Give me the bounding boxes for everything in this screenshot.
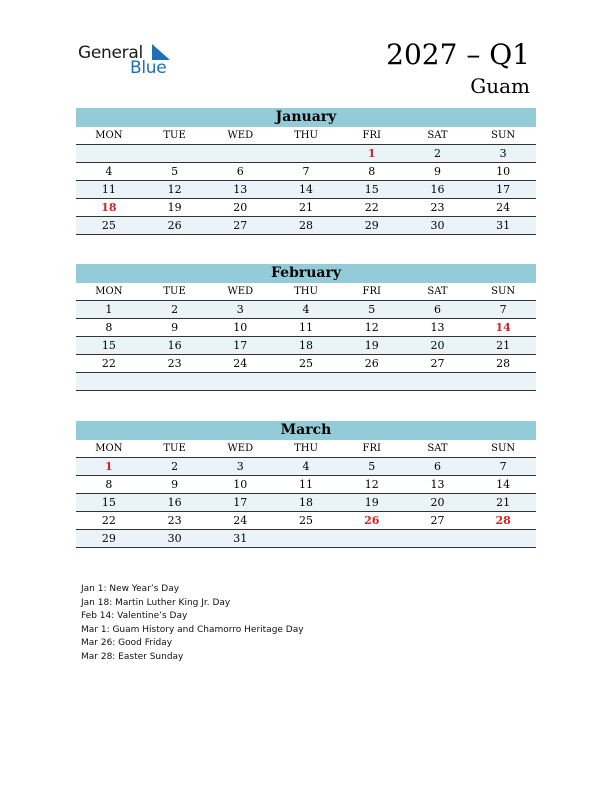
week-row — [76, 319, 536, 337]
date-cell: 25 — [299, 357, 314, 370]
week-row — [76, 217, 536, 235]
weekday-label: WED — [227, 130, 254, 141]
date-cell: 12 — [364, 478, 379, 491]
weekday-label: SUN — [491, 443, 516, 454]
date-cell: 15 — [101, 339, 116, 352]
date-cell: 7 — [499, 303, 507, 316]
holiday-note: Mar 1: Guam History and Chamorro Heritage Day — [81, 624, 304, 635]
date-cell: 9 — [171, 321, 179, 334]
holiday-notes — [81, 583, 304, 665]
week-row — [76, 476, 536, 494]
weekday-label: THU — [294, 443, 318, 454]
holiday-note: Mar 28: Easter Sunday — [81, 651, 184, 662]
date-cell: 23 — [430, 201, 445, 214]
date-cell: 2 — [171, 303, 179, 316]
weekday-label: SUN — [491, 130, 516, 141]
date-cell — [405, 530, 471, 547]
date-cell: 8 — [368, 165, 376, 178]
date-cell: 30 — [430, 219, 445, 232]
date-cell — [339, 530, 405, 547]
date-cell: 15 — [364, 183, 379, 196]
date-cell: 29 — [101, 532, 116, 545]
date-cell: 13 — [430, 321, 445, 334]
weekday-label: MON — [95, 443, 123, 454]
date-cell: 24 — [233, 514, 248, 527]
date-cell: 17 — [233, 496, 248, 509]
date-cell: 18 — [299, 339, 314, 352]
logo-word-blue: Blue — [130, 58, 167, 78]
holiday-date-cell: 14 — [495, 321, 511, 334]
date-cell — [339, 373, 405, 390]
date-cell: 27 — [430, 514, 445, 527]
date-cell: 28 — [299, 219, 314, 232]
weekday-label: FRI — [362, 286, 381, 297]
weekday-header-row — [76, 127, 536, 145]
week-row — [76, 512, 536, 530]
weekday-label: FRI — [362, 443, 381, 454]
date-cell: 16 — [167, 496, 182, 509]
date-cell — [207, 145, 273, 162]
week-row — [76, 458, 536, 476]
date-cell — [405, 373, 471, 390]
date-cell: 12 — [167, 183, 182, 196]
date-cell: 3 — [499, 147, 507, 160]
weekday-label: WED — [227, 286, 254, 297]
date-cell: 19 — [364, 339, 379, 352]
date-cell: 28 — [496, 357, 511, 370]
date-cell: 6 — [236, 165, 244, 178]
weekday-label: THU — [294, 130, 318, 141]
holiday-note: Jan 18: Martin Luther King Jr. Day — [81, 597, 231, 608]
week-row — [76, 373, 536, 391]
date-cell: 6 — [433, 460, 441, 473]
date-cell: 31 — [496, 219, 511, 232]
date-cell: 22 — [101, 357, 116, 370]
week-row — [76, 301, 536, 319]
month-march — [76, 421, 536, 548]
date-cell: 4 — [302, 460, 310, 473]
date-cell: 7 — [302, 165, 310, 178]
weekday-label: SAT — [427, 286, 448, 297]
date-cell: 10 — [233, 321, 248, 334]
date-cell: 9 — [433, 165, 441, 178]
date-cell: 26 — [364, 357, 379, 370]
date-cell: 5 — [171, 165, 179, 178]
page-title: 2027 – Q1 — [386, 38, 530, 71]
date-cell: 3 — [236, 303, 244, 316]
date-cell: 24 — [496, 201, 511, 214]
weekday-label: MON — [95, 130, 123, 141]
date-cell — [273, 145, 339, 162]
month-january — [76, 108, 536, 235]
weekday-label: WED — [227, 443, 254, 454]
date-cell: 31 — [233, 532, 248, 545]
date-cell: 20 — [430, 496, 445, 509]
weekday-label: TUE — [163, 286, 186, 297]
date-cell: 27 — [233, 219, 248, 232]
logo-word-general: General — [78, 43, 143, 63]
week-row — [76, 494, 536, 512]
week-row — [76, 181, 536, 199]
date-cell: 11 — [299, 478, 314, 491]
month-header: March — [76, 421, 536, 440]
date-cell: 17 — [233, 339, 248, 352]
weekday-header-row — [76, 283, 536, 301]
date-cell — [142, 145, 208, 162]
holiday-date-cell: 1 — [367, 147, 376, 160]
date-cell: 5 — [368, 460, 376, 473]
date-cell: 26 — [167, 219, 182, 232]
date-cell: 11 — [299, 321, 314, 334]
date-cell: 4 — [302, 303, 310, 316]
date-cell: 12 — [364, 321, 379, 334]
date-cell — [273, 530, 339, 547]
date-cell — [76, 373, 142, 390]
country-name: Guam — [470, 74, 530, 98]
date-cell: 4 — [105, 165, 113, 178]
date-cell: 16 — [167, 339, 182, 352]
date-cell — [470, 530, 536, 547]
week-row — [76, 355, 536, 373]
date-cell: 29 — [364, 219, 379, 232]
date-cell: 5 — [368, 303, 376, 316]
date-cell: 21 — [496, 496, 511, 509]
date-cell: 21 — [496, 339, 511, 352]
date-cell: 25 — [101, 219, 116, 232]
date-cell: 10 — [496, 165, 511, 178]
date-cell: 13 — [233, 183, 248, 196]
month-header: January — [76, 108, 536, 127]
date-cell: 20 — [430, 339, 445, 352]
holiday-date-cell: 26 — [364, 514, 380, 527]
weekday-header-row — [76, 440, 536, 458]
date-cell: 14 — [299, 183, 314, 196]
date-cell: 22 — [101, 514, 116, 527]
weekday-label: SUN — [491, 286, 516, 297]
date-cell: 15 — [101, 496, 116, 509]
date-cell: 27 — [430, 357, 445, 370]
date-cell: 2 — [171, 460, 179, 473]
weekday-label: TUE — [163, 443, 186, 454]
week-row — [76, 337, 536, 355]
date-cell: 8 — [105, 321, 113, 334]
date-cell: 19 — [364, 496, 379, 509]
holiday-date-cell: 28 — [495, 514, 511, 527]
date-cell: 16 — [430, 183, 445, 196]
date-cell: 22 — [364, 201, 379, 214]
date-cell: 24 — [233, 357, 248, 370]
date-cell: 20 — [233, 201, 248, 214]
weekday-label: SAT — [427, 130, 448, 141]
date-cell: 7 — [499, 460, 507, 473]
date-cell — [273, 373, 339, 390]
month-header: February — [76, 264, 536, 283]
holiday-date-cell: 18 — [101, 201, 117, 214]
holiday-date-cell: 1 — [105, 460, 113, 473]
holiday-note: Mar 26: Good Friday — [81, 638, 173, 649]
holiday-note: Jan 1: New Year’s Day — [81, 584, 180, 594]
date-cell: 19 — [167, 201, 182, 214]
weekday-label: TUE — [163, 130, 186, 141]
week-row — [76, 145, 536, 163]
date-cell: 17 — [496, 183, 511, 196]
date-cell: 1 — [105, 303, 113, 316]
date-cell: 18 — [299, 496, 314, 509]
date-cell — [76, 145, 142, 162]
date-cell: 6 — [433, 303, 441, 316]
date-cell: 3 — [236, 460, 244, 473]
date-cell: 23 — [167, 514, 182, 527]
date-cell — [207, 373, 273, 390]
date-cell: 10 — [233, 478, 248, 491]
month-february — [76, 264, 536, 391]
date-cell: 23 — [167, 357, 182, 370]
holiday-note: Feb 14: Valentine’s Day — [81, 611, 188, 622]
date-cell — [470, 373, 536, 390]
week-row — [76, 163, 536, 181]
date-cell: 13 — [430, 478, 445, 491]
date-cell: 2 — [433, 147, 441, 160]
date-cell: 8 — [105, 478, 113, 491]
weekday-label: SAT — [427, 443, 448, 454]
date-cell: 30 — [167, 532, 182, 545]
weekday-label: FRI — [362, 130, 381, 141]
date-cell: 21 — [299, 201, 314, 214]
date-cell — [142, 373, 208, 390]
date-cell: 25 — [299, 514, 314, 527]
weekday-label: THU — [294, 286, 318, 297]
date-cell: 9 — [171, 478, 179, 491]
weekday-label: MON — [95, 286, 123, 297]
date-cell: 14 — [496, 478, 511, 491]
date-cell: 11 — [101, 183, 116, 196]
week-row — [76, 530, 536, 548]
week-row — [76, 199, 536, 217]
logo — [78, 40, 178, 80]
